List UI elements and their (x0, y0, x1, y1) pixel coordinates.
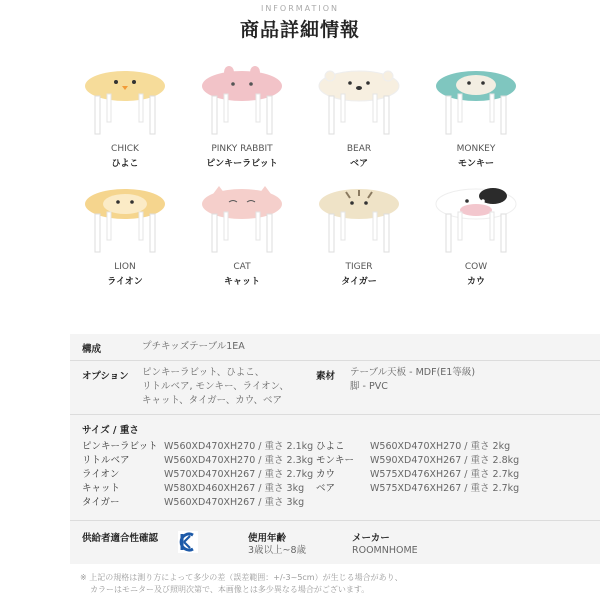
options-line: ピンキーラビット、ひよこ、 (142, 367, 265, 378)
footnote-line: ※ 上記の規格は測り方によって多少の差（誤差範囲：+/-3~5cm）が生じる場合があり、 (80, 573, 403, 582)
product-lion (66, 176, 184, 294)
product-en-name: TIGER (345, 262, 373, 272)
product-jp-name: タイガー (341, 277, 377, 287)
product-grid (66, 58, 536, 294)
divider (70, 414, 600, 415)
size-row-name: ピンキーラビット (82, 441, 158, 452)
age-value: 3歳以上~8歳 (248, 545, 307, 556)
size-row-name: ライオン (82, 469, 120, 480)
size-row-name: ベア (316, 483, 336, 494)
product-cow (417, 176, 535, 294)
size-row-name: モンキー (316, 455, 355, 466)
composition-label: 構成 (82, 344, 102, 355)
size-row-value: W560XD470XH267 / 重さ 3kg (164, 497, 305, 508)
size-row-value: W560XD470XH270 / 重さ 2kg (370, 441, 511, 452)
size-row-name: カウ (316, 469, 336, 480)
age-label: 使用年齢 (248, 533, 287, 544)
size-row-value: W575XD476XH267 / 重さ 2.7kg (370, 469, 520, 480)
certification-label: 供給者適合性確認 (82, 533, 159, 544)
footnote-line: カラーはモニター及び照明次第で、本画像とは多少異なる場合がございます。 (90, 585, 370, 594)
product-monkey (417, 58, 535, 176)
size-row-name: ひよこ (316, 441, 345, 452)
product-en-name: BEAR (346, 144, 372, 154)
product-pinky-rabbit (183, 58, 301, 176)
material-line: 脚 - PVC (350, 381, 388, 392)
size-row-value: W560XD470XH270 / 重さ 2.1kg (164, 441, 314, 452)
options-line: リトルベア, モンキー、ライオン、 (142, 381, 289, 392)
divider (70, 520, 600, 521)
product-jp-name: ライオン (107, 277, 143, 287)
size-row-value: W580XD460XH267 / 重さ 3kg (164, 483, 305, 494)
maker-label: メーカー (352, 533, 390, 544)
cat-face (199, 184, 285, 256)
material-line: テーブル天板 - MDF(E1等級) (350, 367, 476, 378)
size-label: サイズ / 重さ (82, 425, 139, 436)
divider (70, 360, 600, 361)
maker-value: ROOMNHOME (352, 545, 418, 556)
size-row-value: W590XD470XH267 / 重さ 2.8kg (370, 455, 520, 466)
product-en-name: CHICK (111, 144, 139, 154)
size-row-value: W575XD476XH267 / 重さ 2.7kg (370, 483, 520, 494)
footnote (80, 572, 403, 596)
product-chick (66, 58, 184, 176)
product-jp-name: ピンキーラビット (206, 159, 278, 169)
product-en-name: LION (114, 262, 136, 272)
options-line: キャット、タイガー、カウ、ベア (142, 395, 283, 406)
tiger-face (316, 184, 402, 256)
page-title: 商品詳細情報 (239, 19, 360, 41)
chick-face (82, 66, 168, 138)
product-jp-name: カウ (466, 277, 485, 287)
rabbit-face (199, 66, 285, 138)
product-jp-name: ひよこ (111, 159, 139, 169)
monkey-face (433, 66, 519, 138)
material-label: 素材 (316, 371, 336, 382)
options-label: オプション (82, 371, 129, 382)
product-jp-name: モンキー (457, 159, 494, 169)
product-en-name: CAT (233, 262, 251, 272)
size-row-value: W570XD470XH267 / 重さ 2.7kg (164, 469, 314, 480)
composition-value: プチキッズテーブル1EA (142, 341, 245, 352)
kc-certification-icon (178, 531, 198, 553)
size-row-name: リトルベア (82, 455, 130, 466)
bear-face (316, 66, 402, 138)
size-row-value: W560XD470XH270 / 重さ 2.3kg (164, 455, 314, 466)
spec-panel (70, 334, 600, 564)
size-row-name: キャット (82, 483, 121, 494)
product-en-name: MONKEY (456, 144, 496, 154)
cow-face (433, 184, 519, 256)
product-bear (300, 58, 418, 176)
info-eyebrow: INFORMATION (260, 4, 340, 13)
product-en-name: PINKY RABBIT (211, 144, 273, 154)
product-jp-name: キャット (223, 277, 260, 287)
product-cat (183, 176, 301, 294)
lion-face (82, 184, 168, 256)
size-row-name: タイガー (82, 497, 120, 508)
product-jp-name: ベア (349, 159, 368, 169)
product-en-name: COW (464, 262, 488, 272)
product-tiger (300, 176, 418, 294)
